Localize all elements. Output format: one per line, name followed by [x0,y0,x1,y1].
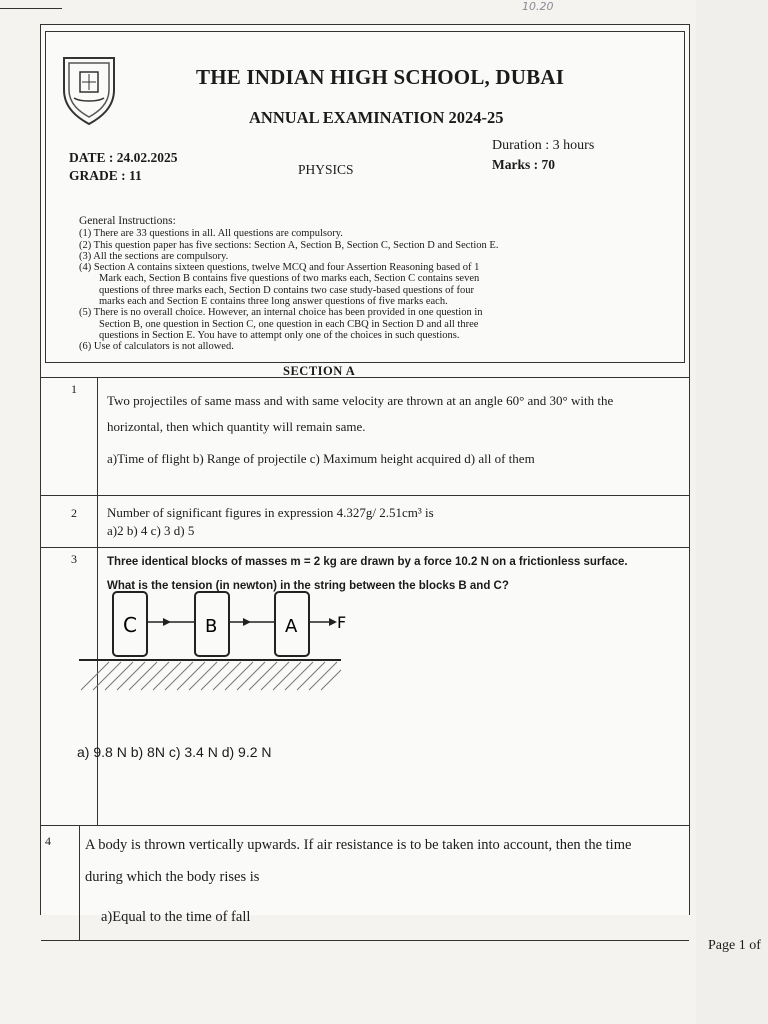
instruction-line: (6) Use of calculators is not allowed. [79,341,234,353]
school-name: THE INDIAN HIGH SCHOOL, DUBAI [196,65,565,89]
exam-date: DATE : 24.02.2025 [69,150,178,165]
column-divider [79,826,80,940]
top-rule [0,8,62,9]
question-text-cont: What is the tension (in newton) in the string between the blocks B and C? [107,580,509,592]
handwritten-mark: 10.20 [522,0,554,13]
question-text: A body is thrown vertically upwards. If air resistance is to be taken into account, then the time [85,837,632,853]
exam-title: ANNUAL EXAMINATION 2024-25 [249,108,504,127]
general-instructions [79,216,639,353]
instruction-line: Mark each, Section B contains five questions of two marks each, Section C contains seven [99,273,480,285]
instruction-line: (4) Section A contains sixteen questions, twelve MCQ and four Assertion Reasoning based of 1 [79,262,480,274]
exam-marks: Marks : 70 [492,157,555,172]
question-number: 1 [71,382,77,396]
question-text-cont: during which the body rises is [85,869,260,885]
instruction-line: questions in Section E. You have to attempt only one of the choices in such questions. [99,329,460,341]
instruction-line: (3) All the sections are compulsory. [79,250,229,262]
exam-grade: GRADE : 11 [69,168,142,183]
page-number: Page 1 of [708,938,761,953]
section-a-heading: SECTION A [283,364,356,378]
exam-page [40,24,690,925]
question-number: 4 [45,834,51,848]
block-c-label: C [123,613,137,637]
header-box [45,31,685,363]
background-edge [696,0,768,1024]
block-b-label: B [205,616,218,637]
instruction-line: marks each and Section E contains three long answer questions of five marks each. [99,296,448,308]
school-crest-icon [60,54,118,126]
instruction-line: (5) There is no overall choice. However, an internal choice has been provided in one question in [79,307,483,319]
arrow-icon [163,618,171,626]
column-divider [97,378,98,496]
question-row [41,495,689,548]
question-row [41,825,689,941]
question-options: a) 9.8 N b) 8N c) 3.4 N d) 9.2 N [77,744,272,760]
question-options: a)Time of flight b) Range of projectile c) Maximum height acquired d) all of them [107,451,535,466]
blocks-diagram [79,590,349,710]
column-divider [97,496,98,548]
question-number: 3 [71,552,77,566]
instruction-line: questions of three marks each, Section D contains two case study-based questions of four [99,284,474,296]
arrow-icon [243,618,251,626]
force-label: F [337,613,347,632]
instructions-title: General Instructions: [79,215,176,227]
question-text: Two projectiles of same mass and with same velocity are thrown at an angle 60° and 30° with the [107,393,614,408]
question-text: Number of significant figures in expression 4.327g/ 2.51cm³ is [107,505,434,520]
instruction-line: (1) There are 33 questions in all. All questions are compulsory. [79,228,343,240]
force-arrow-icon [329,618,337,626]
instruction-line: Section B, one question in Section C, one question in each CBQ in Section D and all three [99,318,479,330]
instruction-line: (2) This question paper has five sections: Section A, Section B, Section C, Section D and Section E. [79,239,499,251]
exam-duration: Duration : 3 hours [492,138,595,153]
exam-subject: PHYSICS [298,162,354,177]
question-row [41,547,689,826]
surface-hatching [81,662,341,690]
question-text-cont: horizontal, then which quantity will remain same. [107,419,366,434]
block-a-label: A [285,616,298,637]
question-options: a)Equal to the time of fall [101,909,251,925]
question-text: Three identical blocks of masses m = 2 kg are drawn by a force 10.2 N on a frictionless surface. [107,556,628,568]
question-number: 2 [71,506,77,520]
question-options: a)2 b) 4 c) 3 d) 5 [107,523,195,538]
question-row [41,377,689,496]
